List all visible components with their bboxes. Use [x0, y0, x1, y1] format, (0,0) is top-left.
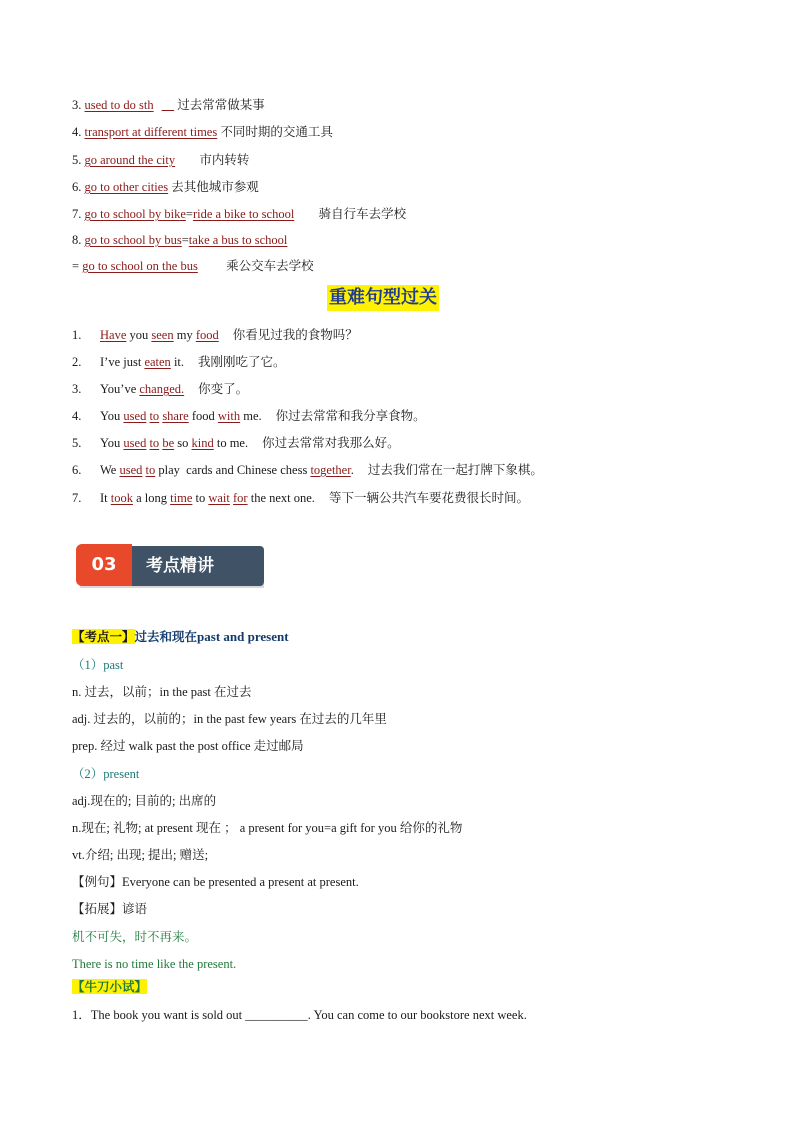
past-line-1: n. 过去，以前；in the past 在过去 — [72, 685, 252, 699]
sentence-translation: 你过去常常和我分享食物。 — [275, 408, 426, 423]
keyword: took — [110, 491, 133, 505]
sentence-text: I’ve just — [100, 355, 145, 369]
phrase-cn: 骑自行车去学校 — [318, 206, 407, 221]
phrase-en: go around the city — [84, 153, 176, 167]
phrase-en: go to school on the bus — [82, 259, 198, 273]
keyword: changed. — [139, 382, 185, 396]
phrase-cn: 乘公交车去学校 — [226, 258, 314, 273]
phrase-cn: 市内转转 — [199, 152, 250, 167]
extend-label: 谚语 — [122, 901, 148, 916]
sentence-text: my — [173, 328, 196, 342]
point-heading — [72, 628, 289, 646]
sentence-translation: 过去我们常在一起打牌下象棋。 — [367, 462, 543, 477]
past-line-3: prep. 经过 walk past the post office 走过邮局 — [72, 739, 304, 753]
phrase-6: 6. go to other cities 去其他城市参观 — [72, 179, 259, 194]
proverb-cn: 机不可失，时不再来。 — [72, 929, 198, 944]
point-tag: 【考点一】 — [72, 629, 135, 644]
practice-heading — [72, 978, 147, 996]
sentence-4 — [72, 407, 426, 425]
sentence-number: 7. — [72, 491, 82, 505]
sentence-text: You — [100, 409, 124, 423]
practice-tag: 【牛刀小试】 — [72, 979, 148, 994]
sentence-3 — [72, 380, 248, 398]
question-text-before: The book you want is sold out — [90, 1008, 243, 1022]
sub-heading-past: （1）past — [72, 658, 124, 672]
keyword: used — [123, 436, 147, 450]
answer-blank[interactable]: __________ — [245, 1008, 308, 1022]
phrase-8: 8. go to school by bus=take a bus to school — [72, 233, 288, 247]
sentence-text: We — [100, 463, 120, 477]
sentence-translation: 你看见过我的食物吗？ — [232, 327, 358, 342]
phrase-en: go to school by bus — [84, 233, 182, 247]
sentence-text: you — [126, 328, 152, 342]
section-badge — [76, 544, 264, 588]
phrase-en-2: take a bus to school — [188, 233, 288, 247]
sentence-text: food — [188, 409, 218, 423]
sentence-translation: 我刚刚吃了它。 — [198, 354, 286, 369]
sentence-translation: 你过去常常对我那么好。 — [262, 435, 400, 450]
keyword: seen — [151, 328, 174, 342]
sentence-text: It — [100, 491, 111, 505]
sentence-translation: 等下一辆公共汽车要花费很长时间。 — [328, 490, 529, 505]
section-heading: 重难句型过关 — [327, 285, 439, 311]
keyword: together — [310, 463, 351, 477]
keyword: used — [123, 409, 147, 423]
present-line-1: adj.现在的; 目前的; 出席的 — [72, 794, 217, 808]
phrase-4: 4. transport at different times 不同时期的交通工具 — [72, 124, 333, 139]
sentence-text: play cards and Chinese chess — [155, 463, 311, 477]
phrase-en: used to do sth — [84, 98, 154, 112]
sentence-text: me. — [240, 409, 262, 423]
sentence-text: it. — [170, 355, 185, 369]
keyword: time — [170, 491, 193, 505]
sentence-number: 3. — [72, 382, 82, 396]
phrase-en: go to other cities — [84, 180, 169, 194]
example-text: Everyone can be presented a present at present. — [122, 875, 359, 889]
sentence-number: 6. — [72, 463, 82, 477]
keyword: food — [195, 328, 219, 342]
phrase-cn: 去其他城市参观 — [171, 179, 259, 194]
phrase-en: go to school by bike — [84, 207, 186, 221]
keyword: to — [149, 436, 160, 450]
question-number: 1． — [72, 1008, 91, 1022]
sentence-text: the next one. — [247, 491, 315, 505]
sentence-translation: 你变了。 — [198, 381, 249, 396]
keyword: for — [233, 491, 248, 505]
present-line-3: vt.介绍; 出现; 提出; 赠送; — [72, 848, 209, 862]
sentence-number: 4. — [72, 409, 82, 423]
keyword: to — [145, 463, 156, 477]
question-text-after: . You can come to our bookstore next week. — [307, 1008, 527, 1022]
sentence-text: a long — [133, 491, 171, 505]
phrase-en-2: ride a bike to school — [192, 207, 295, 221]
sentence-6 — [72, 461, 543, 479]
sentence-2 — [72, 353, 286, 371]
phrase-8-cont: = go to school on the bus 乘公交车去学校 — [72, 258, 314, 273]
phrase-cn: 不同时期的交通工具 — [220, 124, 333, 139]
badge-title: 考点精讲 — [128, 546, 264, 586]
sentence-text: to — [192, 491, 209, 505]
keyword: to — [149, 409, 160, 423]
keyword: Have — [100, 328, 127, 342]
phrase-3: 3. used to do sth 过去常常做某事 — [72, 97, 265, 112]
point-title: 过去和现在 — [134, 629, 198, 644]
badge-number: 03 — [76, 544, 132, 586]
keyword: wait — [208, 491, 230, 505]
extend-line — [72, 900, 147, 918]
keyword: used — [119, 463, 143, 477]
sentence-1 — [72, 326, 358, 344]
keyword: eaten — [144, 355, 171, 369]
sentence-7 — [72, 489, 529, 507]
past-line-2: adj. 过去的，以前的；in the past few years 在过去的几年里 — [72, 712, 387, 726]
keyword: with — [217, 409, 241, 423]
sentence-5 — [72, 434, 400, 452]
keyword: share — [162, 409, 189, 423]
phrase-en: transport at different times — [84, 125, 218, 139]
sentence-number: 2. — [72, 355, 82, 369]
sentence-text: You — [100, 436, 124, 450]
extend-tag: 【拓展】 — [72, 901, 123, 916]
keyword: be — [162, 436, 175, 450]
example-tag: 【例句】 — [72, 874, 123, 889]
sentence-text: to me. — [213, 436, 249, 450]
present-line-2: n.现在; 礼物; at present 现在 ； a present for you=a gift for you 给你的礼物 — [72, 821, 463, 835]
sentence-number: 1. — [72, 328, 82, 342]
point-title-en: past and present — [197, 629, 289, 644]
sub-heading-present: （2）present — [72, 767, 140, 781]
sentence-text: . — [350, 463, 354, 477]
keyword: kind — [191, 436, 214, 450]
example-line — [72, 873, 359, 891]
sentence-number: 5. — [72, 436, 82, 450]
phrase-7: 7. go to school by bike=ride a bike to school 骑自行车去学校 — [72, 206, 407, 221]
proverb-en: There is no time like the present. — [72, 957, 237, 971]
phrase-cn: 过去常常做某事 — [177, 97, 265, 112]
sentence-text: You’ve — [100, 382, 140, 396]
sentence-text: so — [174, 436, 192, 450]
question-1 — [72, 1006, 527, 1024]
phrase-5: 5. go around the city 市内转转 — [72, 152, 250, 167]
